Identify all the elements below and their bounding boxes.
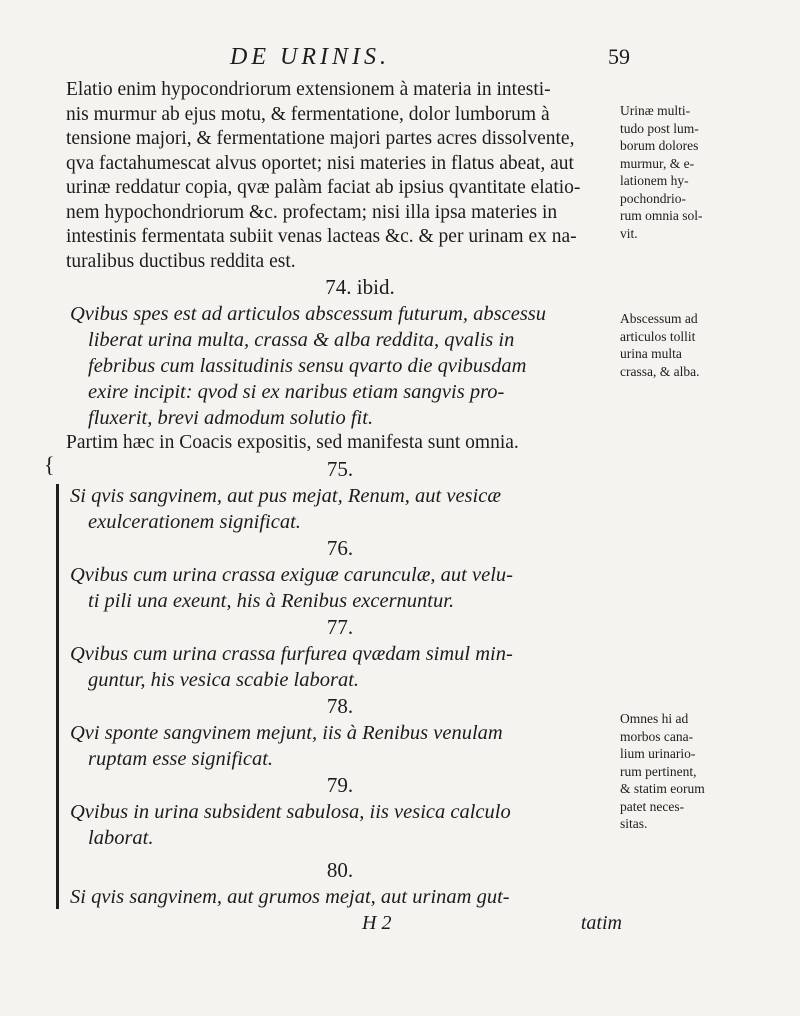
section-number-79: 79. [326,772,354,797]
aphorism-75 [66,483,614,535]
page-number: 59 [608,44,630,69]
margin-line: lium urinario- [620,746,696,761]
catchword: tatim [580,912,622,934]
text-line: turalibus ductibus reddita est. [66,250,296,272]
page-footer [60,912,620,942]
margin-line: & statim eorum [620,781,705,796]
running-title: DE URINIS. [230,44,390,70]
section-number-74: 74. ibid. [325,275,395,299]
margin-line: borum dolores [620,138,699,153]
aphorism-78 [66,720,614,772]
text-line: Qvibus cum urina crassa furfurea qvædam simul min- [70,642,513,665]
margin-note-1 [620,102,732,242]
text-line: laborat. [88,826,154,849]
section-number-77: 77. [326,614,354,639]
section-number-76: 76. [326,535,354,560]
text-line: Si qvis sangvinem, aut grumos mejat, aut urinam gut- [70,885,510,908]
margin-line: patet neces- [620,798,685,814]
text-line: exulcerationem significat. [88,510,301,533]
margin-line: lationem hy- [620,173,689,188]
text-line: Partim hæc in Coacis expositis, sed manifesta sunt omnia. [66,432,519,453]
text-line: tensione majori, & fermentatione majori partes acres dissolvente, [66,128,575,149]
aphorism-76 [66,562,614,614]
aphorism-79 [66,799,614,851]
margin-line: rum omnia sol- [620,208,703,223]
margin-line: vit. [620,225,638,241]
text-line: qva factahumescat alvus oportet; nisi materies in flatus abeat, aut [66,152,574,174]
text-line: guntur, his vesica scabie laborat. [88,668,360,691]
section-number-75: 75. [326,456,354,481]
text-line: ti pili una exeunt, his à Renibus excernuntur. [88,589,455,612]
margin-line: articulos tollit [620,328,696,344]
margin-line: sitas. [620,816,648,831]
page-header [60,44,630,74]
text-line: febribus cum lassitudinis sensu qvarto die qvibusdam [88,355,527,377]
margin-line: murmur, & e- [620,155,695,171]
margin-line: rum pertinent, [620,763,697,779]
intro-paragraph [66,78,614,274]
main-text [66,78,614,910]
margin-line: Omnes hi ad [620,711,689,726]
margin-line: tudo post lum- [620,120,699,136]
margin-line: crassa, & alba. [620,363,700,379]
text-line: liberat urina multa, crassa & alba reddita, qvalis in [88,329,515,351]
margin-line: pochondrio- [620,190,686,206]
text-line: ruptam esse significat. [88,747,274,770]
aphorism-74 [66,301,614,431]
coacis-note [66,431,614,456]
text-line: nem hypochondriorum &c. profectam; nisi illa ipsa materies in [66,201,558,223]
margin-bracket-rule [56,484,59,909]
text-line: exire incipit: qvod si ex naribus etiam sangvis pro- [88,381,505,403]
aphorism-80 [66,884,614,910]
text-line: Qvibus cum urina crassa exiguæ carunculæ, aut velu- [70,563,513,586]
bracket-mark: { [44,452,55,477]
margin-line: Abscessum ad [620,311,698,326]
margin-note-2 [620,310,732,380]
text-line: Qvi sponte sangvinem mejunt, iis à Renibus venulam [70,721,503,744]
margin-line: urina multa [620,346,682,361]
text-line: fluxerit, brevi admodum solutio fit. [88,407,374,429]
text-line: Qvibus in urina subsident sabulosa, iis vesica calculo [70,800,511,823]
section-number-78: 78. [326,693,354,718]
margin-note-3 [620,710,732,833]
signature-mark: H 2 [362,912,392,934]
aphorism-77 [66,641,614,693]
text-line: intestinis fermentata subiit venas lacteas &c. & per urinam ex na- [66,226,577,247]
margin-line: morbos cana- [620,728,694,744]
text-line: Elatio enim hypocondriorum extensionem à materia in intesti- [66,79,551,100]
text-line: Qvibus spes est ad articulos abscessum futurum, abscessu [70,303,547,325]
text-line: urinæ reddatur copia, qvæ palàm faciat ab ipsius qvantitate elatio- [66,177,581,198]
text-line: nis murmur ab ejus motu, & fermentatione, dolor lumborum à [66,103,550,125]
text-line: Si qvis sangvinem, aut pus mejat, Renum, aut vesicæ [70,484,502,507]
margin-line: Urinæ multi- [620,103,691,118]
section-number-80: 80. [326,857,354,882]
